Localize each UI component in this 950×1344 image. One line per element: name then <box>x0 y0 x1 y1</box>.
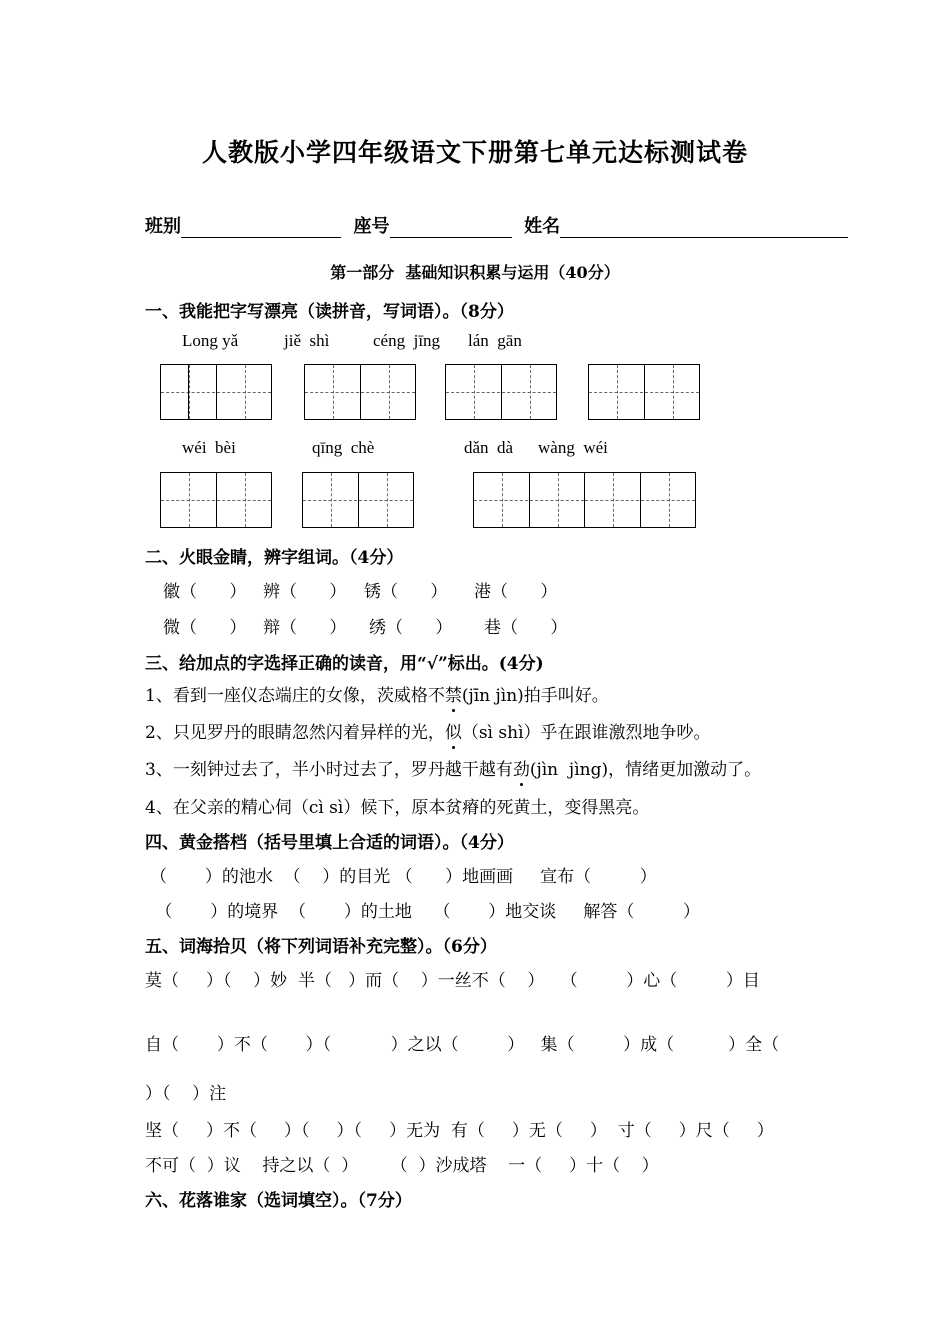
q3-item-3: 3、一刻钟过去了，半小时过去了，罗丹越干越有劲(jìn jìng)，情绪更加激动了。 <box>145 755 761 780</box>
dotted-char: 劲 <box>513 755 530 780</box>
writing-grid[interactable] <box>304 364 416 420</box>
q5-line-1: 莫（ ）（ ）妙 半（ ）而（ ）一丝不（ ） （ ）心（ ）目 <box>145 971 760 991</box>
q2-item: 港（ ） <box>474 582 558 602</box>
q5-line-4: 坚（ ）不（ ）（ ）（ ）无为 有（ ）无（ ） 寸（ ）尺（ ） <box>145 1121 774 1141</box>
q4-row-1: （ ）的池水 （ ）的目光 （ ）地画画 宣布（ ） <box>150 867 657 887</box>
writing-grid[interactable] <box>302 472 414 528</box>
seat-label: 座号 <box>353 216 390 237</box>
q5-title: 五、词海拾贝（将下列词语补充完整）。（6分） <box>145 937 497 957</box>
pinyin-6: qīng chè <box>312 438 375 457</box>
pinyin-2: jiě shì <box>284 331 330 350</box>
q5-line-3: ）（ ）注 <box>145 1084 227 1104</box>
dotted-char: 似 <box>445 718 462 743</box>
q3-item-1: 1、看到一座仪态端庄的女像，茨威格不禁(jīn jìn)拍手叫好。 <box>145 681 609 706</box>
q3-item-4: 4、在父亲的精心伺（cì sì）候下，原本贫瘠的死黄土，变得黑亮。 <box>145 798 650 818</box>
writing-grid[interactable] <box>160 364 272 420</box>
pinyin-8: wàng wéi <box>538 438 608 457</box>
writing-grid[interactable] <box>473 472 585 528</box>
dotted-char: 禁 <box>445 681 462 706</box>
seat-field[interactable] <box>390 217 512 238</box>
q2-item: 辨（ ） <box>263 582 347 602</box>
q4-row-2: （ ）的境界 （ ）的土地 （ ）地交谈 解答（ ） <box>150 902 700 922</box>
page-title: 人教版小学四年级语文下册第七单元达标测试卷 <box>201 138 748 167</box>
writing-grid[interactable] <box>160 472 272 528</box>
pinyin-3: céng jīng <box>373 331 441 350</box>
pinyin-7: dǎn dà <box>464 438 514 457</box>
q5-line-5: 不可（ ）议 持之以（ ） （ ）沙成塔 一（ ）十（ ） <box>145 1156 659 1176</box>
part1-title: 第一部分 基础知识积累与运用（40分） <box>330 263 620 282</box>
q2-item: 微（ ） <box>163 618 247 638</box>
writing-grid[interactable] <box>588 364 700 420</box>
writing-grid[interactable] <box>584 472 696 528</box>
q5-line-2: 自（ ）不（ ）（ ）之以（ ） 集（ ）成（ ）全（ <box>145 1035 780 1055</box>
q2-title: 二、火眼金睛，辨字组词。（4分） <box>145 548 404 568</box>
q3-title: 三、给加点的字选择正确的读音，用“√”标出。(4分) <box>145 654 544 674</box>
q2-item: 锈（ ） <box>364 582 448 602</box>
class-field[interactable] <box>181 217 341 238</box>
q4-title: 四、黄金搭档（括号里填上合适的词语）。（4分） <box>145 833 514 853</box>
q2-item: 巷（ ） <box>484 618 568 638</box>
q3-item-2: 2、只见罗丹的眼睛忽然闪着异样的光，似（sì shì）乎在跟谁激烈地争吵。 <box>145 718 711 743</box>
class-label: 班别 <box>145 216 181 237</box>
q1-title: 一、我能把字写漂亮（读拼音，写词语）。（8分） <box>145 302 514 322</box>
pinyin-4: lán gān <box>468 331 522 350</box>
name-field[interactable] <box>560 217 848 238</box>
q2-item: 徽（ ） <box>163 582 247 602</box>
pinyin-5: wéi bèi <box>182 438 236 457</box>
name-label: 姓名 <box>524 216 561 237</box>
q6-title: 六、花落谁家（选词填空）。（7分） <box>145 1191 412 1211</box>
student-info <box>145 212 848 238</box>
writing-grid[interactable] <box>445 364 557 420</box>
q2-item: 绣（ ） <box>369 618 453 638</box>
q2-item: 辩（ ） <box>263 618 347 638</box>
pinyin-1: Long yǎ <box>182 331 239 350</box>
